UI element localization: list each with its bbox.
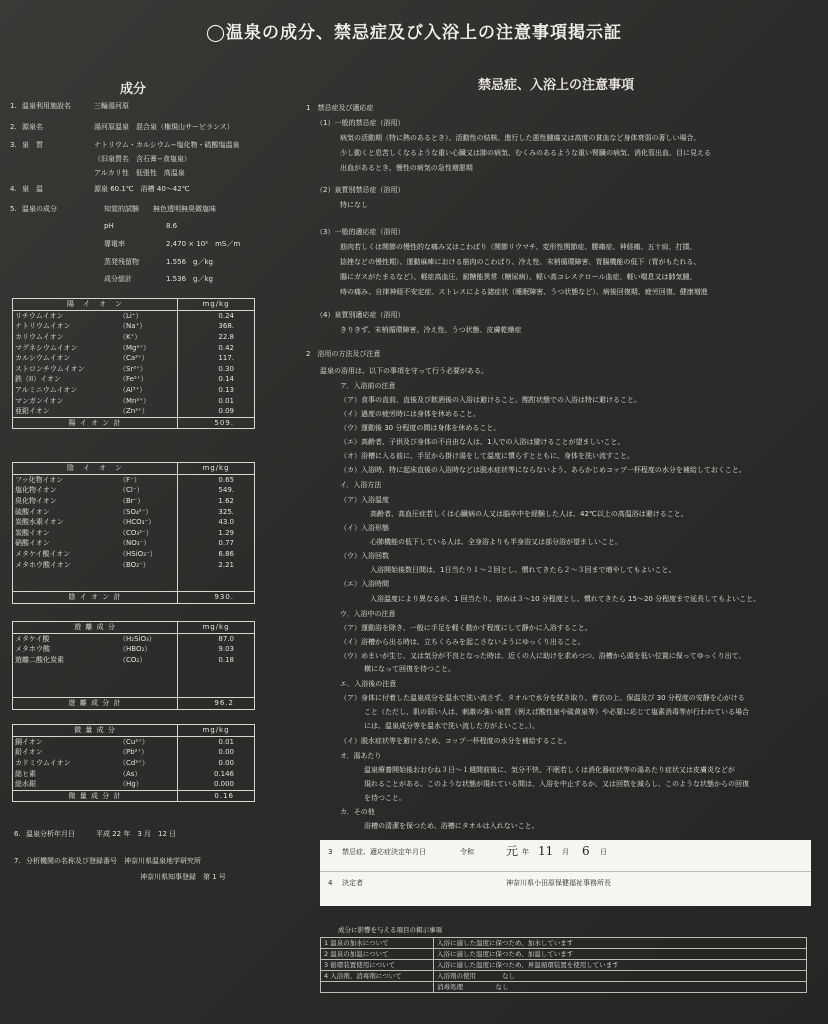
table-header: 陽 イ オ ン mg/kg — [13, 299, 255, 311]
decision-era: 令和 — [460, 848, 474, 856]
note-line: エ．入浴後の注意 — [340, 680, 397, 688]
note-line: 心肺機能の低下している人は、全身浴よりも半身浴又は部分浴が望ましいこと。 — [370, 538, 622, 546]
note-line: 現れることがある。このような状態が現れている間は、入浴を中止するか、又は回数を減らし、このような状態からの回復 — [364, 780, 749, 788]
note-line: 温泉の浴用は、以下の事項を守って行う必要がある。 — [320, 367, 488, 375]
note-line: 2 浴用の方法及び注意 — [306, 350, 381, 358]
table-row: 遊離二酸化炭素 （CO₂） 0.18 — [13, 655, 255, 666]
item-value: アルカリ性 低張性 高温泉 — [94, 169, 185, 177]
table-row: フッ化物イオン （F⁻） 0.65 — [13, 474, 255, 485]
table-row — [13, 581, 255, 592]
note-line: きりきず、末梢循環障害、冷え性、うつ状態、皮膚乾燥症 — [340, 326, 522, 334]
table-row: 鉛イオン （Pb²⁺） 0.00 — [13, 747, 255, 758]
item-label: 源泉名 — [22, 123, 43, 131]
note-line: 温泉療養開始後おおむね３日〜１週間前後に、気分不快、不眠若しくは消化器症状等の湯あたり症状又は皮膚炎などが — [364, 766, 735, 774]
table-row: 総水銀 （Hg） 0.000 — [13, 779, 255, 790]
note-line: （オ）浴槽に入る前に、手足から掛け湯をして温度に慣らすとともに、身体を洗い流すこと。 — [340, 452, 634, 460]
item-label: 温泉の成分 — [22, 205, 57, 213]
note-line: 少し動くと息苦しくなるような重い心臓又は肺の病気、むくみのあるような重い腎臓の病気、消化管出血、目に見える — [340, 149, 711, 157]
table-row: メタケイ酸イオン （HSiO₃⁻） 6.86 — [13, 549, 255, 560]
table-row: 炭酸水素イオン （HCO₃⁻） 43.0 — [13, 517, 255, 528]
table-header: 微 量 成 分 mg/kg — [13, 725, 255, 737]
note-line: 1 禁忌症及び適応症 — [306, 104, 374, 112]
divider — [320, 871, 811, 872]
item-value: （旧泉質名 含石膏−食塩泉） — [94, 155, 191, 163]
note-line: （ウ）めまいが生じ、又は気分が不良となった時は、近くの人に助けを求めつつ、浴槽から頭を低い位置に保ってゆっくり出て、 — [340, 652, 746, 660]
prop-value: 1.556 g／kg — [166, 258, 213, 266]
table-row: 4 入浴剤、消毒剤について 入浴剤の使用 なし — [321, 971, 807, 982]
prop-label: 蒸発残留物 — [104, 258, 139, 266]
decision-year: 元 — [506, 844, 519, 858]
prop-value: 8.6 — [166, 222, 178, 230]
note-line: （ウ）運動後 30 分程度の間は身体を休めること。 — [340, 424, 501, 432]
item-no: 3. — [10, 141, 17, 149]
registration-number: 神奈川県知事登録 第 1 号 — [140, 873, 226, 881]
item-no: 5. — [10, 205, 17, 213]
item-value: 知覚的試験 無色透明無臭微塩味 — [104, 205, 216, 213]
note-line: （イ）過度の疲労時には身体を休めること。 — [340, 410, 480, 418]
table-total: 微 量 成 分 計 0.16 — [13, 790, 255, 802]
trace-table — [12, 724, 255, 802]
note-line: （ウ）入浴回数 — [340, 552, 389, 560]
table-row: メタホウ酸イオン （BO₂⁻） 2.21 — [13, 559, 255, 570]
prop-label: 導電率 — [104, 240, 125, 248]
decision-no: 3 — [328, 848, 333, 856]
rules-table — [320, 937, 807, 993]
table-row: カドミウムイオン （Cd²⁺） 0.00 — [13, 758, 255, 769]
table-row: 硫酸イオン （SO₄²⁻） 325. — [13, 506, 255, 517]
item-no: 2. — [10, 123, 17, 131]
prop-value: 2,470 × 10² mS／m — [166, 240, 241, 248]
table-total: 陽 イ オ ン 計 509. — [13, 417, 255, 429]
table-row: カリウムイオン （K⁺） 22.8 — [13, 332, 255, 343]
footer-no: 6. — [14, 830, 21, 838]
item-value: 三輪湯河原 — [94, 102, 129, 110]
note-line: （イ）浴槽から出る時は、立ちくらみを起こさないようにゆっくり出ること。 — [340, 638, 585, 646]
decision-month-unit: 月 — [562, 848, 569, 856]
note-line: 痔の痛み、自律神経不安定症、ストレスによる諸症状（睡眠障害、うつ状態など）、病後回復期、疲労回復、健康増進 — [340, 288, 708, 296]
table-row: 鉄（II）イオン （Fe²⁺） 0.14 — [13, 374, 255, 385]
table-row: 1 温泉の加水について 入浴に適した温度に保つため、加水しています — [321, 938, 807, 949]
note-line: （ア）入浴温度 — [340, 496, 389, 504]
decision-day: 6 — [582, 844, 590, 858]
decision-month: 11 — [538, 844, 554, 858]
note-line: 捻挫などの慢性期）、運動麻痺における筋肉のこわばり、冷え性、末梢循環障害、胃腸機能の低下（胃がもたれる、 — [340, 258, 701, 266]
note-line: 特になし — [340, 201, 368, 209]
table-row — [13, 687, 255, 698]
note-line: （エ）高齢者、子供及び身体の不自由な人は、1人での入浴は避けることが望ましいこと。 — [340, 438, 625, 446]
item-label: 泉 温 — [22, 185, 43, 193]
table-row: 臭化物イオン （Br⁻） 1.62 — [13, 496, 255, 507]
footer-no: 7. — [14, 857, 21, 865]
prop-label: pH — [104, 222, 114, 230]
analysis-agency: 分析機関の名称及び登録番号 神奈川県温泉地学研究所 — [26, 857, 201, 865]
table-row: カルシウムイオン （Ca²⁺） 117. — [13, 353, 255, 364]
analysis-date: 温泉分析年月日 平成 22 年 3 月 12 日 — [26, 830, 177, 838]
note-line: （イ）脱水症状等を避けるため、コップ一杯程度の水分を補給すること。 — [340, 737, 571, 745]
note-line: イ．入浴方法 — [340, 481, 382, 489]
note-line: 腸にガスがたまるなど）、軽症高血圧、耐糖能異常（糖尿病）、軽い高コレステロール血症、軽い喘息又は肺気腫、 — [340, 273, 697, 281]
table-row: 硝酸イオン （NO₃⁻） 0.77 — [13, 538, 255, 549]
note-line: こと（ただし、肌の弱い人は、刺激の強い泉質（例えば酸性泉や硫黄泉等）や必要に応じて塩素消毒等が行われている場合 — [364, 708, 749, 716]
note-line: 入浴開始後数日間は、1日当たり１〜２回とし、慣れてきたら２〜３回まで増やしてもよいこと。 — [370, 566, 676, 574]
note-line: （カ）入浴時、特に起床直後の入浴時などは脱水症状等にならないよう、あらかじめコップ一杯程度の水分を補給しておくこと。 — [340, 466, 746, 474]
decision-box — [320, 840, 811, 906]
table-row: マンガンイオン （Mn²⁺） 0.01 — [13, 395, 255, 406]
table-header: 遊 離 成 分 mg/kg — [13, 622, 255, 634]
note-line: （エ）入浴時間 — [340, 580, 389, 588]
table-row: 炭酸イオン （CO₃²⁻） 1.29 — [13, 528, 255, 539]
note-line: 横になって回復を待つこと。 — [364, 665, 455, 673]
note-line: 浴槽の清潔を保つため、浴槽にタオルは入れないこと。 — [364, 822, 539, 830]
item-label: 泉 質 — [22, 141, 43, 149]
table-row: リチウムイオン （Li⁺） 0.24 — [13, 310, 255, 321]
note-line: （ア）身体に付着した温泉成分を温水で洗い流さず、タオルで水分を拭き取り、着衣の上、保温及び 30 分程度の安静を心がける — [340, 694, 745, 702]
note-line: （イ）入浴形態 — [340, 524, 389, 532]
table-row: 2 温泉の加温について 入浴に適した温度に保つため、加温しています — [321, 949, 807, 960]
table-total: 陰 イ オ ン 計 930. — [13, 592, 255, 604]
prop-label: 成分総計 — [104, 275, 132, 283]
item-value: ナトリウム・カルシウム−塩化物・硫酸塩温泉 — [94, 141, 240, 149]
note-line: 病気の活動期（特に熱のあるとき）、活動性の結核、進行した悪性腫瘍又は高度の貧血など身体衰弱の著しい場合、 — [340, 134, 701, 142]
anion-table — [12, 462, 255, 604]
item-no: 1. — [10, 102, 17, 110]
table-row: 消毒処理 なし — [321, 982, 807, 993]
note-line: （2）泉質別禁忌症（浴用） — [316, 186, 405, 194]
table-row: メタホウ酸 （HBO₂） 9.03 — [13, 644, 255, 655]
table-row: 塩化物イオン （Cl⁻） 549. — [13, 485, 255, 496]
note-line: 出血があるとき、慢性の病気の急性増悪期 — [340, 164, 473, 172]
table-header: 陰 イ オ ン mg/kg — [13, 463, 255, 475]
note-line: （ア）食事の直前、直後及び飲酒後の入浴は避けること。酩酊状態での入浴は特に避けること。 — [340, 396, 641, 404]
decision-day-unit: 日 — [600, 848, 607, 856]
note-line: オ．湯あたり — [340, 752, 382, 760]
item-no: 4. — [10, 185, 17, 193]
decision-date-label: 禁忌症、適応症決定年月日 — [342, 848, 426, 856]
item-value: 源泉 60.1℃ 浴槽 40〜42℃ — [94, 185, 190, 193]
table-row: マグネシウムイオン （Mg²⁺） 0.42 — [13, 342, 255, 353]
table-row: ストロンチウムイオン （Sr²⁺） 0.30 — [13, 364, 255, 375]
table-total: 遊 離 成 分 計 96.2 — [13, 698, 255, 710]
table-row: ナトリウムイオン （Na⁺） 368. — [13, 321, 255, 332]
table-row — [13, 570, 255, 581]
cation-table — [12, 298, 255, 429]
table-row: 総ヒ素 （As） 0.146 — [13, 768, 255, 779]
rules-caption: 成分に影響を与える項目の掲示事項 — [338, 926, 442, 934]
note-line: （1）一般的禁忌症（浴用） — [316, 119, 405, 127]
note-line: ウ．入浴中の注意 — [340, 610, 396, 618]
note-line: （4）泉質別適応症（浴用） — [316, 311, 405, 319]
composition-heading: 成分 — [120, 82, 147, 97]
note-line: （3）一般的適応症（浴用） — [316, 228, 405, 236]
note-line: 入浴温度により異なるが、1 回当たり、初めは３〜10 分程度とし、慣れてきたら 15〜20 分程度まで延長してもよいこと。 — [370, 595, 761, 603]
table-row: メタケイ酸 （H₂SiO₃） 87.0 — [13, 633, 255, 644]
decider-value: 神奈川県小田原保健福祉事務所長 — [506, 879, 611, 887]
note-line: ア．入浴前の注意 — [340, 382, 396, 390]
note-line: カ．その他 — [340, 808, 375, 816]
decision-year-unit: 年 — [522, 848, 529, 856]
table-row: 銅イオン （Cu²⁺） 0.01 — [13, 736, 255, 747]
notes-heading: 禁忌症、入浴上の注意事項 — [478, 78, 635, 93]
note-line: を待つこと。 — [364, 794, 406, 802]
table-row: 亜鉛イオン （Zn²⁺） 0.09 — [13, 406, 255, 417]
note-line: 高齢者、高血圧症若しくは心臓病の人又は脳卒中を経験した人は、42℃以上の高温浴は避けること。 — [370, 510, 688, 518]
table-row — [13, 676, 255, 687]
table-row — [13, 665, 255, 676]
decider-label: 決定者 — [342, 879, 363, 887]
undissociated-table — [12, 621, 255, 710]
prop-value: 1.536 g／kg — [166, 275, 213, 283]
table-row: アルミニウムイオン （Al³⁺） 0.13 — [13, 385, 255, 396]
note-line: 筋肉若しくは関節の慢性的な痛み又はこわばり（関節リウマチ、変形性関節症、腰痛症、神経痛、五十肩、打撲、 — [340, 243, 697, 251]
note-line: には、温泉成分等を温水で洗い流した方がよいこと。）。 — [364, 722, 539, 730]
table-row: 3 循環装置使用について 入浴に適した温度に保つため、昇温循環装置を使用しています — [321, 960, 807, 971]
decider-no: 4 — [328, 879, 333, 887]
item-value: 湯河原温泉 混合泉（権現山サービランス） — [94, 123, 234, 131]
note-line: （ア）運動浴を除き、一般に手足を軽く動かす程度にして静かに入浴すること。 — [340, 624, 592, 632]
page-title: ◯温泉の成分、禁忌症及び入浴上の注意事項掲示証 — [205, 23, 623, 43]
item-label: 温泉利用施設名 — [22, 102, 71, 110]
